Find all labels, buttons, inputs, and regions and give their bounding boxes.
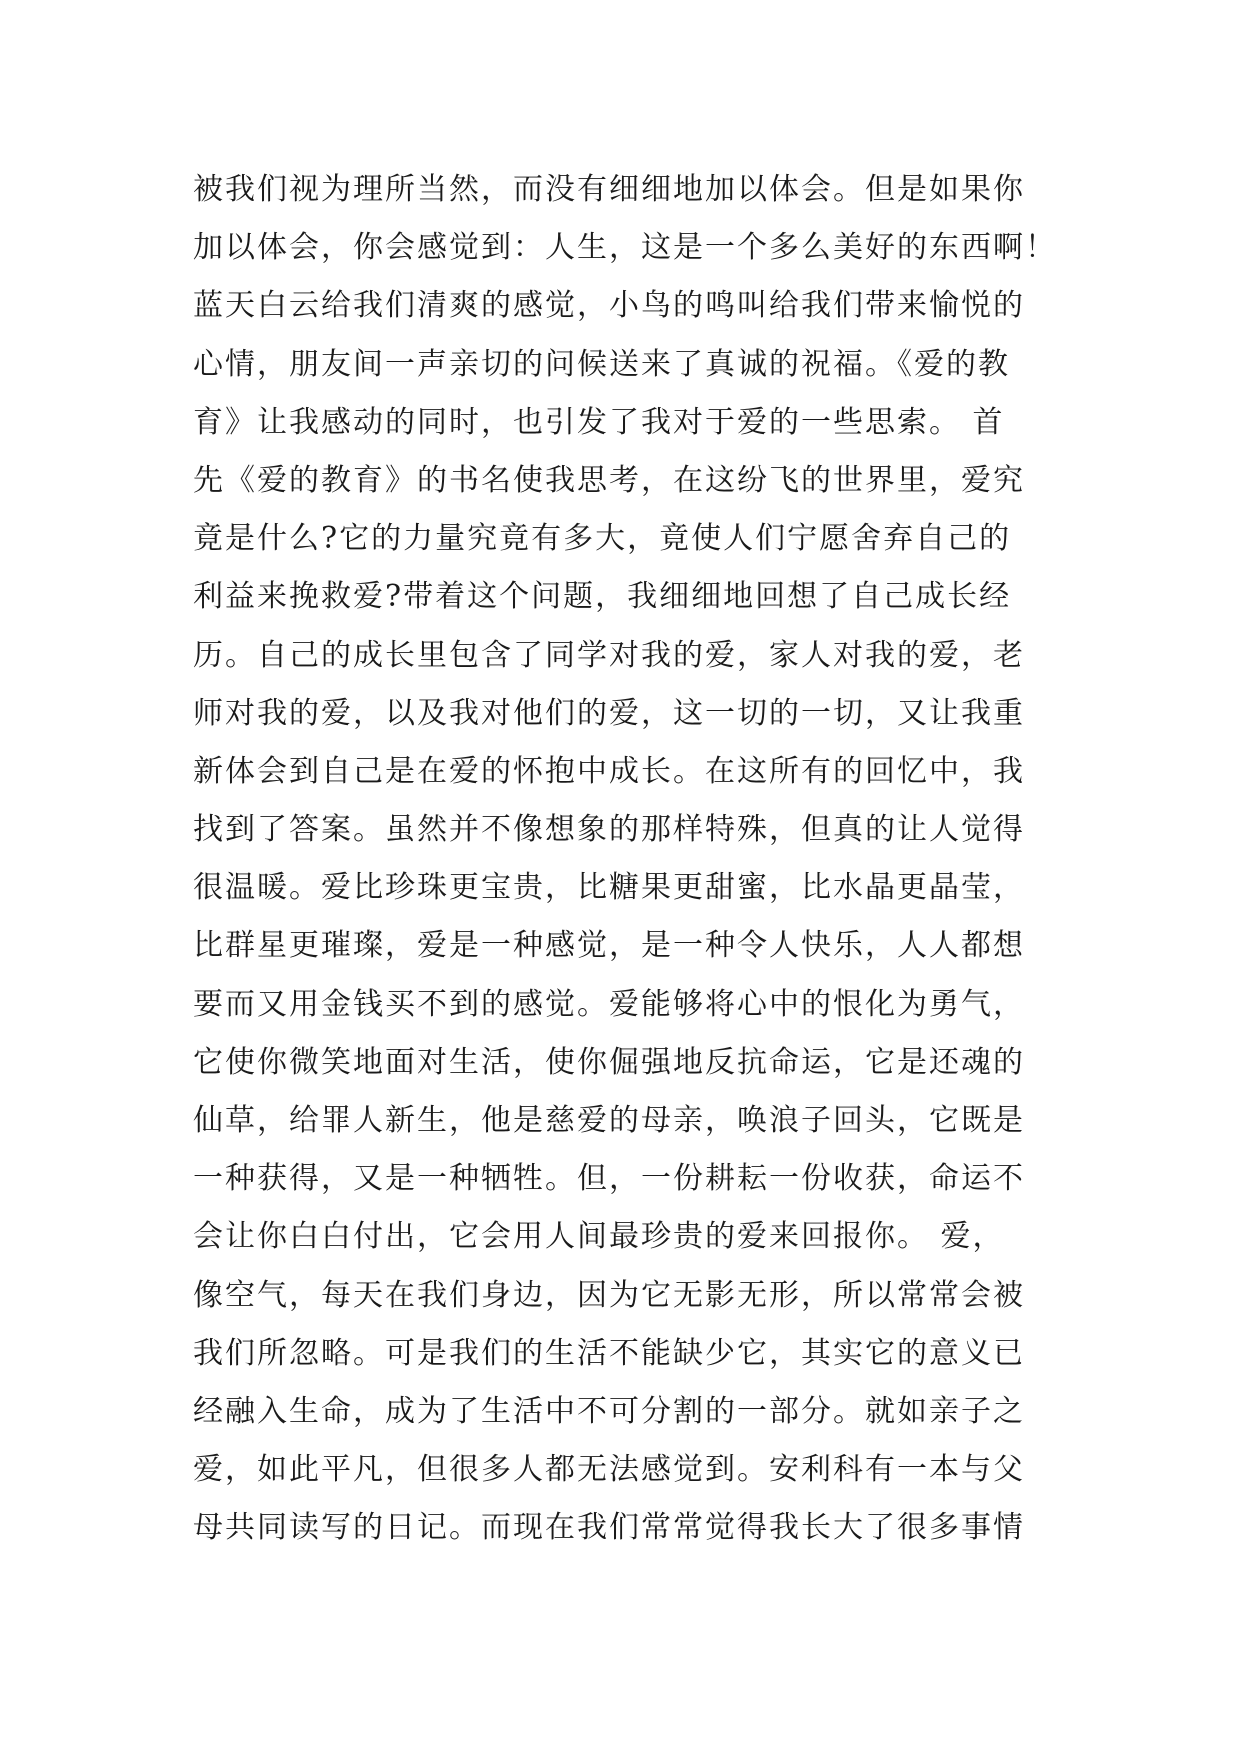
body-text [193, 161, 1073, 1558]
text-line: 历。自己的成长里包含了同学对我的爱，家人对我的爱，老 [193, 637, 1025, 673]
text-line: 比群星更璀璨，爱是一种感觉，是一种令人快乐，人人都想 [193, 928, 1025, 964]
text-line: 我们所忽略。可是我们的生活不能缺少它，其实它的意义已 [193, 1335, 1025, 1371]
text-line: 仙草，给罪人新生，他是慈爱的母亲，唤浪子回头，它既是 [193, 1103, 1025, 1138]
text-line: 竟是什么?它的力量究竟有多大，竟使人们宁愿舍弃自己的 [193, 521, 1012, 557]
text-line: 找到了答案。虽然并不像想象的那样特殊，但真的让人觉得 [193, 812, 1025, 848]
text-line: 经融入生命，成为了生活中不可分割的一部分。就如亲子之 [193, 1393, 1025, 1429]
text-line: 心情，朋友间一声亲切的问候送来了真诚的祝福。《爱的教 [193, 346, 1010, 382]
text-line: 一种获得，又是一种牺牲。但，一份耕耘一份收获，命运不 [193, 1161, 1025, 1197]
text-line: 先《爱的教育》的书名使我思考，在这纷飞的世界里，爱究 [193, 462, 1025, 498]
text-line: 加以体会，你会感觉到：人生，这是一个多么美好的东西啊！ [193, 230, 1057, 266]
text-line: 像空气，每天在我们身边，因为它无影无形，所以常常会被 [193, 1277, 1025, 1313]
text-line: 师对我的爱，以及我对他们的爱，这一切的一切，又让我重 [193, 695, 1025, 731]
text-line: 母共同读写的日记。而现在我们常常觉得我长大了很多事情 [193, 1510, 1025, 1546]
text-line: 很温暖。爱比珍珠更宝贵，比糖果更甜蜜，比水晶更晶莹， [193, 870, 1025, 906]
text-line: 会让你白白付出，它会用人间最珍贵的爱来回报你。 爱， [193, 1219, 1005, 1255]
text-line: 要而又用金钱买不到的感觉。爱能够将心中的恨化为勇气， [193, 986, 1025, 1022]
text-line: 新体会到自己是在爱的怀抱中成长。在这所有的回忆中，我 [193, 753, 1025, 789]
text-line: 被我们视为理所当然，而没有细细地加以体会。但是如果你 [193, 172, 1025, 207]
text-line: 蓝天白云给我们清爽的感觉，小鸟的鸣叫给我们带来愉悦的 [193, 288, 1025, 324]
text-line: 利益来挽救爱?带着这个问题，我细细地回想了自己成长经 [193, 579, 1012, 615]
text-line: 它使你微笑地面对生活，使你倔强地反抗命运，它是还魂的 [193, 1044, 1025, 1080]
text-line: 爱，如此平凡，但很多人都无法感觉到。安利科有一本与父 [193, 1452, 1025, 1488]
text-line: 育》让我感动的同时，也引发了我对于爱的一些思索。 首 [193, 404, 1005, 440]
